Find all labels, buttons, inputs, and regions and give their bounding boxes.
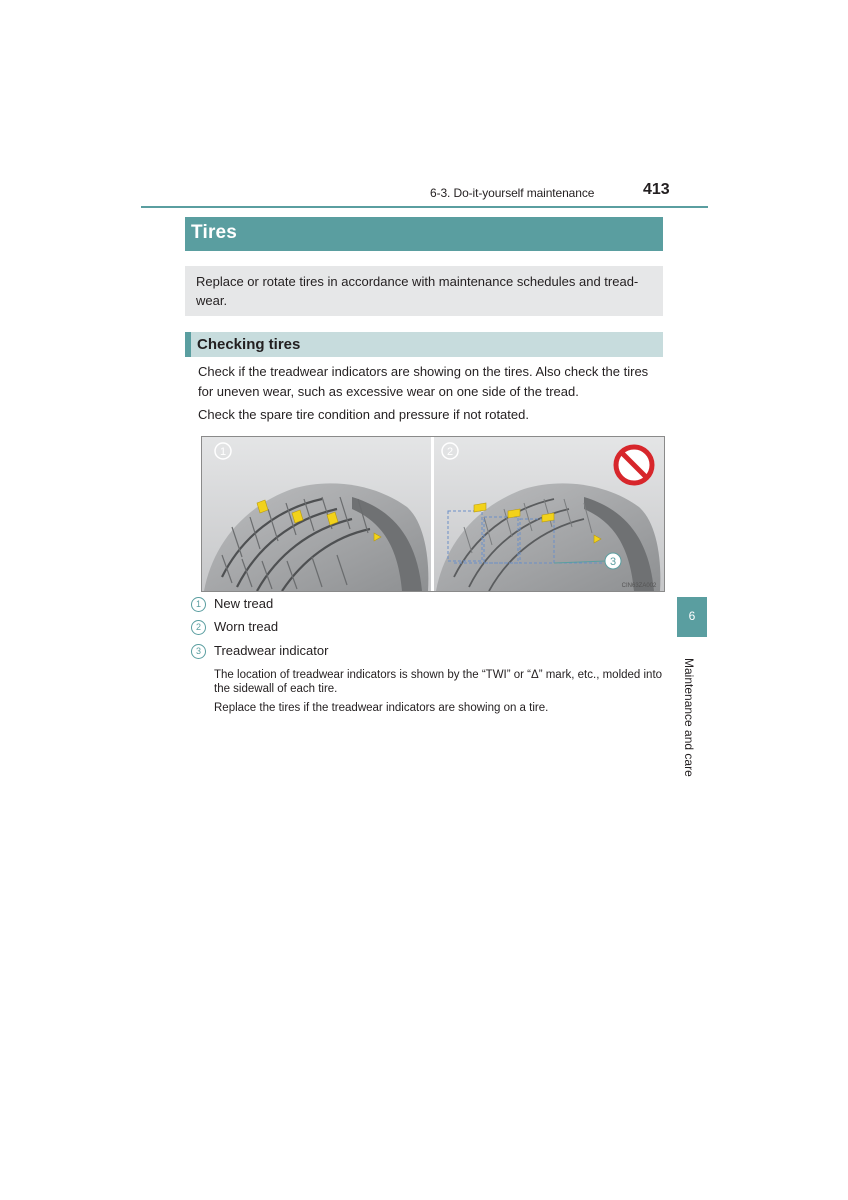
intro-text: Replace or rotate tires in accordance with maintenance schedules and tread-wear. — [196, 274, 639, 308]
panel-new-tread — [202, 437, 431, 591]
note-indicator-location: The location of treadwear indicators is shown by the “TWI” or “Δ” mark, etc., molded into the sidewall of each tire. — [214, 669, 663, 695]
legend-number: 2 — [191, 620, 206, 635]
chapter-label: Maintenance and care — [682, 658, 696, 777]
subheading-title: Checking tires — [197, 336, 301, 353]
subheading-bar — [185, 332, 663, 357]
title-bar — [185, 217, 663, 251]
subheading-accent — [185, 332, 191, 357]
section-label: 6-3. Do-it-yourself maintenance — [430, 186, 595, 200]
legend-text: Treadwear indicator — [214, 643, 329, 658]
callout-number: 3 — [609, 556, 617, 568]
chapter-number: 6 — [688, 609, 696, 623]
figure-code: CIN63ZA002 — [621, 583, 657, 589]
paragraph-spare-tire: Check the spare tire condition and pressure if not rotated. — [198, 407, 529, 422]
no-symbol-icon — [616, 447, 652, 483]
legend-number: 3 — [191, 644, 206, 659]
header-rule — [141, 206, 708, 208]
tire-illustration — [201, 436, 665, 592]
panel1-number: 1 — [219, 446, 227, 458]
panel2-number: 2 — [446, 446, 454, 458]
legend-text: Worn tread — [214, 619, 279, 634]
chapter-label-container — [674, 658, 704, 788]
page-number: 413 — [643, 181, 670, 198]
page-title: Tires — [191, 222, 238, 243]
note-replace-tires: Replace the tires if the treadwear indicators are showing on a tire. — [214, 702, 549, 714]
intro-box — [185, 266, 663, 316]
legend-text: New tread — [214, 596, 274, 611]
chapter-tab — [677, 597, 707, 637]
panel-worn-tread — [434, 437, 664, 591]
paragraph-check-indicators: Check if the treadwear indicators are showing on the tires. Also check the tires for uneven wear, such as excessive wear on one side of the tread. — [198, 364, 649, 399]
legend-number: 1 — [191, 597, 206, 612]
